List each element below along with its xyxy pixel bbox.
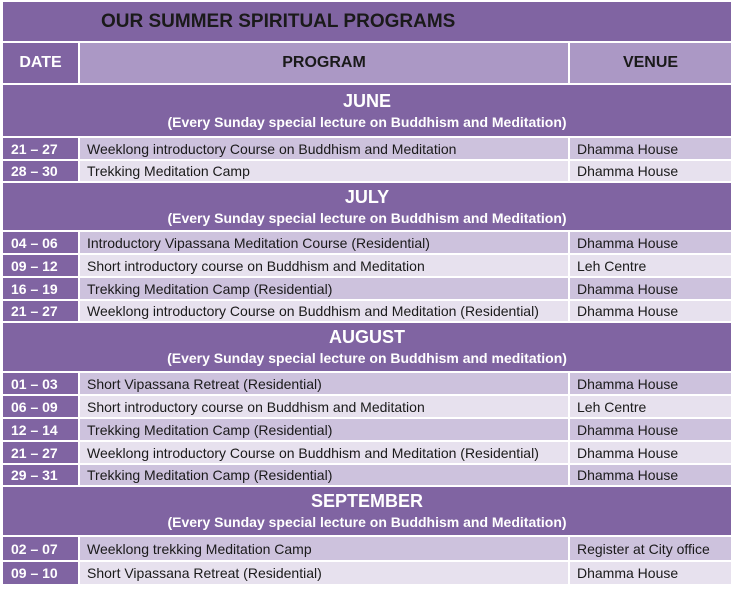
venue-cell: Register at City office [569,536,732,561]
venue-cell: Leh Centre [569,395,732,418]
date-cell: 06 – 09 [2,395,79,418]
venue-cell: Dhamma House [569,137,732,160]
date-column-header: DATE [2,42,79,84]
title-row [2,1,732,42]
table-row [2,231,732,254]
table-row [2,137,732,160]
program-cell: Weeklong introductory Course on Buddhism and Meditation (Residential) [79,441,569,464]
program-cell: Trekking Meditation Camp [79,160,569,182]
month-name: AUGUST [329,327,406,347]
program-cell: Weeklong introductory Course on Buddhism and Meditation (Residential) [79,300,569,322]
table-row [2,395,732,418]
date-cell: 01 – 03 [2,372,79,395]
venue-cell: Dhamma House [569,277,732,300]
month-name: JULY [344,186,390,207]
program-cell: Trekking Meditation Camp (Residential) [79,418,569,441]
month-note: (Every Sunday special lecture on Buddhism and Meditation) [167,113,567,130]
venue-cell: Dhamma House [569,372,732,395]
program-cell: Weeklong introductory Course on Buddhism and Meditation [79,137,569,160]
month-header [2,486,732,536]
month-note: (Every Sunday special lecture on Buddhism and Meditation) [167,514,567,530]
page-title: OUR SUMMER SPIRITUAL PROGRAMS [2,1,732,42]
date-cell: 09 – 10 [2,561,79,585]
venue-cell: Dhamma House [569,464,732,486]
venue-cell: Dhamma House [569,441,732,464]
venue-column-header: VENUE [569,42,732,84]
program-cell: Weeklong trekking Meditation Camp [79,536,569,561]
venue-cell: Dhamma House [569,418,732,441]
table-row [2,536,732,561]
program-cell: Trekking Meditation Camp (Residential) [79,464,569,486]
month-name: JUNE [343,90,392,111]
month-note: (Every Sunday special lecture on Buddhism and Meditation) [167,209,567,226]
table-row [2,300,732,322]
table-row [2,441,732,464]
month-note: (Every Sunday special lecture on Buddhism and meditation) [167,350,567,366]
date-cell: 21 – 27 [2,300,79,322]
date-cell: 29 – 31 [2,464,79,486]
date-cell: 02 – 07 [2,536,79,561]
program-cell: Short introductory course on Buddhism and Meditation [79,395,569,418]
month-name: SEPTEMBER [311,491,424,511]
table-row [2,160,732,182]
venue-cell: Leh Centre [569,254,732,277]
date-cell: 16 – 19 [2,277,79,300]
date-cell: 12 – 14 [2,418,79,441]
table-row [2,277,732,300]
date-cell: 21 – 27 [2,137,79,160]
month-header-row [2,322,732,372]
date-cell: 04 – 06 [2,231,79,254]
program-column-header: PROGRAM [79,42,569,84]
date-cell: 09 – 12 [2,254,79,277]
header-row [2,42,732,84]
venue-cell: Dhamma House [569,300,732,322]
month-header-row [2,182,732,231]
table-row [2,561,732,585]
table-row [2,418,732,441]
month-header [2,84,732,137]
table-row [2,464,732,486]
month-header-row [2,84,732,137]
table-row [2,254,732,277]
venue-cell: Dhamma House [569,561,732,585]
program-cell: Short Vipassana Retreat (Residential) [79,372,569,395]
month-header-row [2,486,732,536]
program-cell: Trekking Meditation Camp (Residential) [79,277,569,300]
table-row [2,372,732,395]
schedule-table [1,0,732,586]
program-cell: Short introductory course on Buddhism and Meditation [79,254,569,277]
venue-cell: Dhamma House [569,231,732,254]
date-cell: 21 – 27 [2,441,79,464]
program-cell: Short Vipassana Retreat (Residential) [79,561,569,585]
month-header [2,322,732,372]
month-header [2,182,732,231]
date-cell: 28 – 30 [2,160,79,182]
venue-cell: Dhamma House [569,160,732,182]
program-cell: Introductory Vipassana Meditation Course (Residential) [79,231,569,254]
